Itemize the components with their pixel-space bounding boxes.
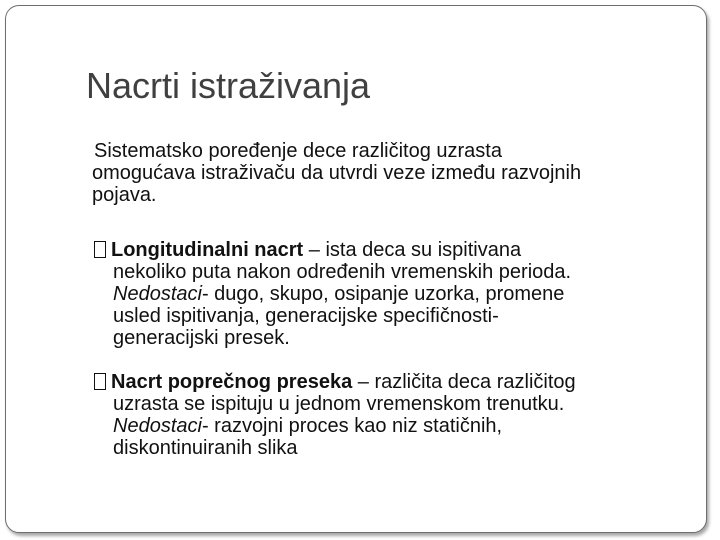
drawback-line: generacijski presek. [113, 327, 290, 349]
drawback-label: Nedostaci [113, 283, 202, 305]
bullet-text: – različita deca različitog [352, 371, 576, 393]
slide-frame [5, 5, 707, 533]
intro-line: omogućava istraživaču da utvrdi veze između razvojnih [92, 162, 582, 184]
drawback-line: usled ispitivanja, generacijske specifičnosti- [113, 305, 499, 327]
slide-title: Nacrti istraživanja [86, 65, 371, 106]
drawback-line [94, 283, 694, 305]
drawback-line [94, 415, 694, 437]
bullet-line: nekoliko puta nakon određenih vremenskih perioda. [113, 261, 572, 283]
bullet-line: uzrasta se ispituju u jednom vremenskom trenutku. [113, 393, 565, 415]
drawback-text: - razvojni proces kao niz statičnih, [201, 415, 503, 437]
bullet-term: Longitudinalni nacrt [111, 239, 304, 261]
drawback-label: Nedostaci [113, 415, 202, 437]
bullet-first-line [94, 239, 694, 261]
intro-line: Sistematsko poređenje dece različitog uzrasta [94, 140, 502, 162]
bullet-box-icon [94, 373, 106, 390]
drawback-text: - dugo, skupo, osipanje uzorka, promene [201, 283, 565, 305]
drawback-line: diskontinuiranih slika [113, 437, 298, 459]
bullet-first-line [94, 371, 694, 393]
bullet-text: – ista deca su ispitivana [303, 239, 522, 261]
intro-paragraph [94, 140, 694, 206]
intro-line: pojava. [92, 184, 157, 206]
bullet-cross-sectional [94, 371, 694, 459]
bullet-box-icon [94, 241, 106, 258]
bullet-term: Nacrt poprečnog preseka [111, 371, 353, 393]
bullet-longitudinal [94, 239, 694, 349]
